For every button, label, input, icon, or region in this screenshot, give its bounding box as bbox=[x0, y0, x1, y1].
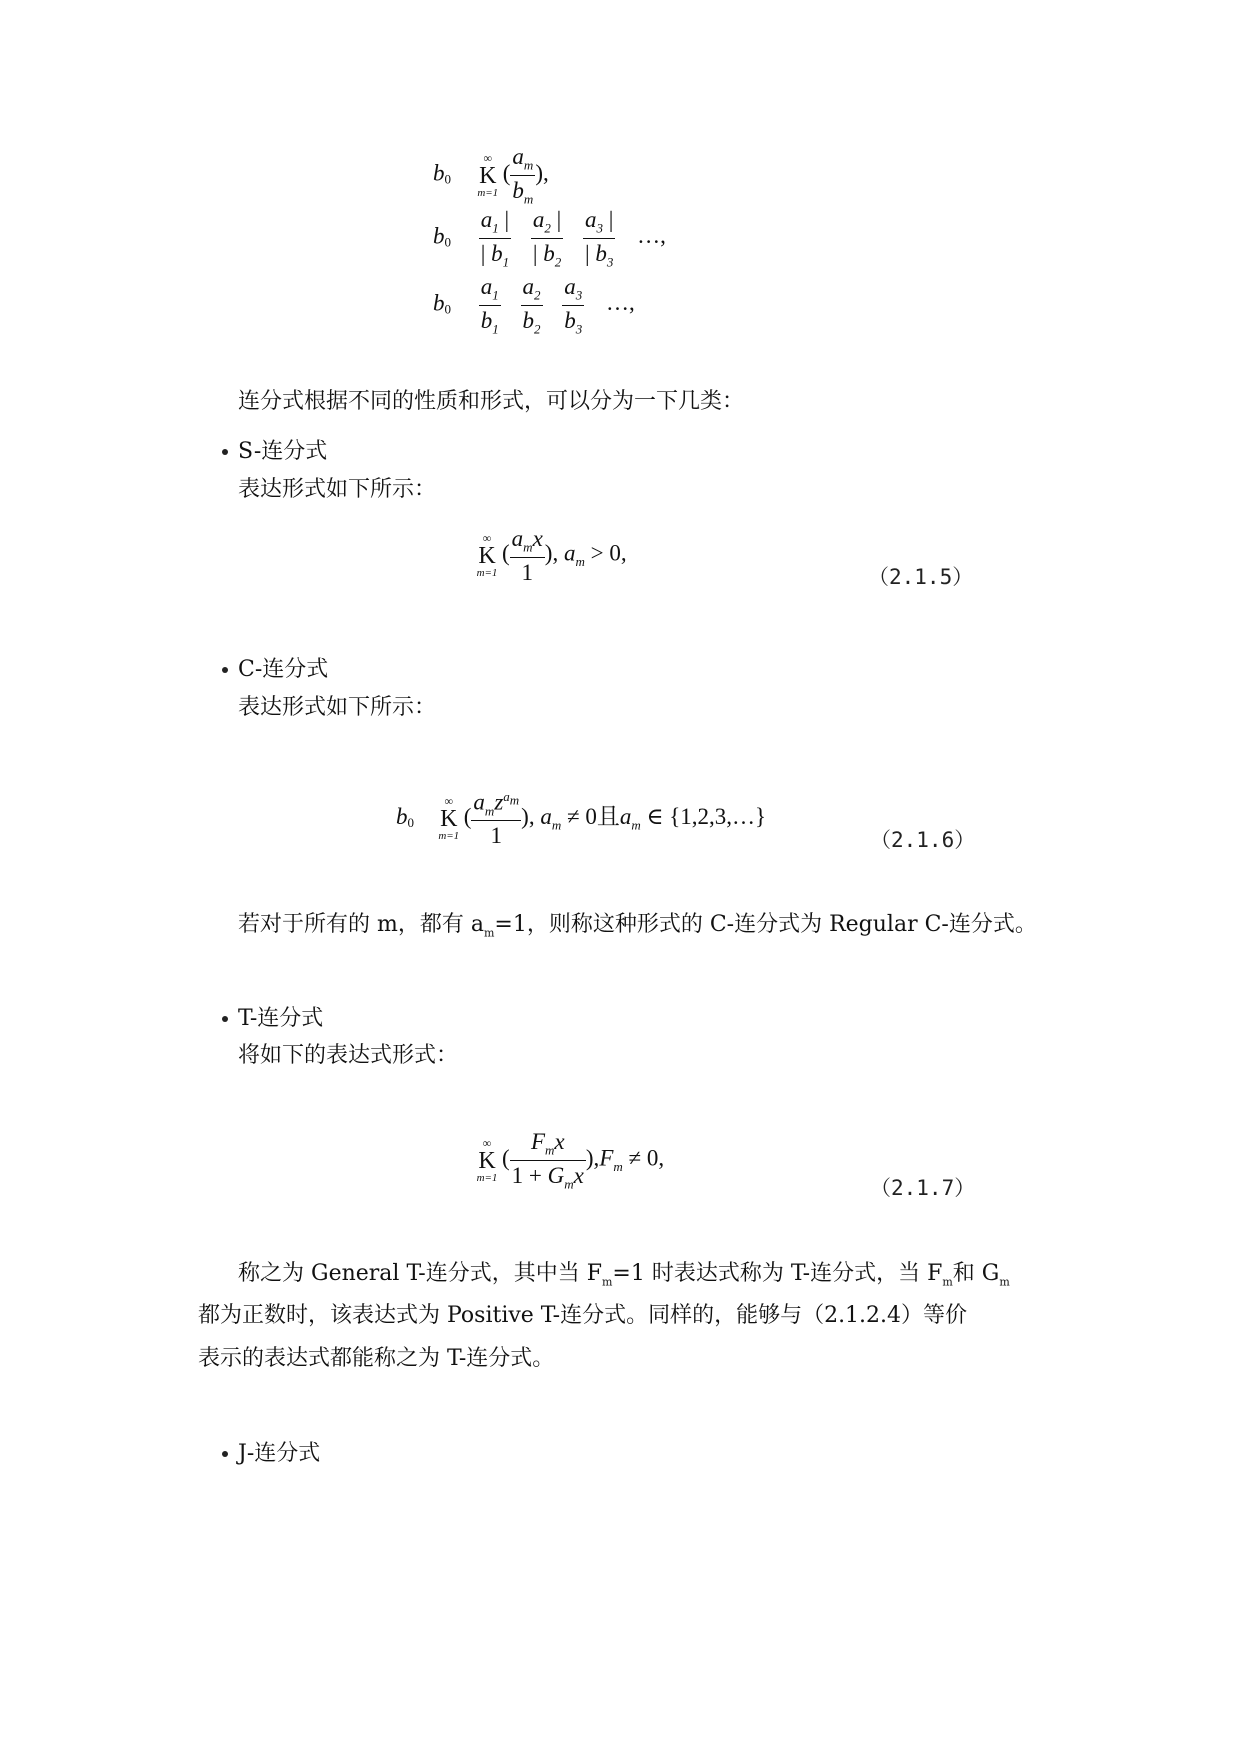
formula-c-fraction: b0 ∞ K m=1 ( $\frac{a_mz^{a_m}}{1}$ ), $a_m \ne 0$且$a_m$ ∈ {1,2,3,…} bbox=[396, 789, 767, 849]
section-heading-s: S-连分式 bbox=[222, 434, 327, 465]
bullet-icon bbox=[222, 667, 228, 673]
section-heading-t: T-连分式 bbox=[222, 1001, 323, 1032]
formula-s-fraction: ∞ K m=1 ( $\frac{a_mx}{1}$ ), $a_m > 0$, bbox=[476, 526, 627, 585]
intro-paragraph: 连分式根据不同的性质和形式，可以分为一下几类： bbox=[238, 389, 745, 414]
t-paragraph-line-3: 表示的表达式都能称之为 T-连分式。 bbox=[198, 1346, 555, 1371]
c-lead-text: 表达形式如下所示： bbox=[238, 695, 437, 720]
equation-number-2-1-7: （2.1.7） bbox=[870, 1176, 976, 1200]
bullet-icon bbox=[222, 1016, 228, 1022]
formula-plus-notation: b0 $\frac{a_1}{b_1}$ $\frac{a_2}{b_2}$ $\frac{a_3}{b_3}$ …, bbox=[433, 274, 635, 337]
t-lead-text: 将如下的表达式形式： bbox=[238, 1043, 459, 1068]
equation-number-2-1-5: （2.1.5） bbox=[868, 565, 974, 589]
formula-bar-notation: b0 $\frac{a_1 |}{| b_1}$ $\frac{a_2 |}{| b_2}$ $\frac{a_3 |}{| b_3}$ …, bbox=[433, 207, 666, 270]
section-heading-c: C-连分式 bbox=[222, 652, 328, 683]
t-paragraph-line-1: 称之为 General T-连分式，其中当 $F_m=1$ 时表达式称为 T-连分式，当 $F_m$和 $G_m$ bbox=[238, 1261, 1010, 1289]
s-lead-text: 表达形式如下所示： bbox=[238, 477, 437, 502]
bullet-icon bbox=[222, 449, 228, 455]
section-heading-j: J-连分式 bbox=[222, 1436, 320, 1467]
formula-t-fraction: ∞ K m=1 ( $\frac{F_mx}{1 + G_mx}$ )$,F_m \ne 0$, bbox=[476, 1129, 665, 1192]
c-regular-note: 若对于所有的 m，都有 $a_m=1$，则称这种形式的 C-连分式为 Regular C-连分式。 bbox=[238, 912, 1037, 940]
bullet-icon bbox=[222, 1451, 228, 1457]
formula-k-notation: b0 ∞ K m=1 ( $\frac{a_m}{b_m}$ ), bbox=[433, 144, 549, 207]
equation-number-2-1-6: （2.1.6） bbox=[870, 828, 976, 852]
t-paragraph-line-2: 都为正数时，该表达式为 Positive T-连分式。同样的，能够与（2.1.2.4）等价 bbox=[198, 1303, 968, 1328]
